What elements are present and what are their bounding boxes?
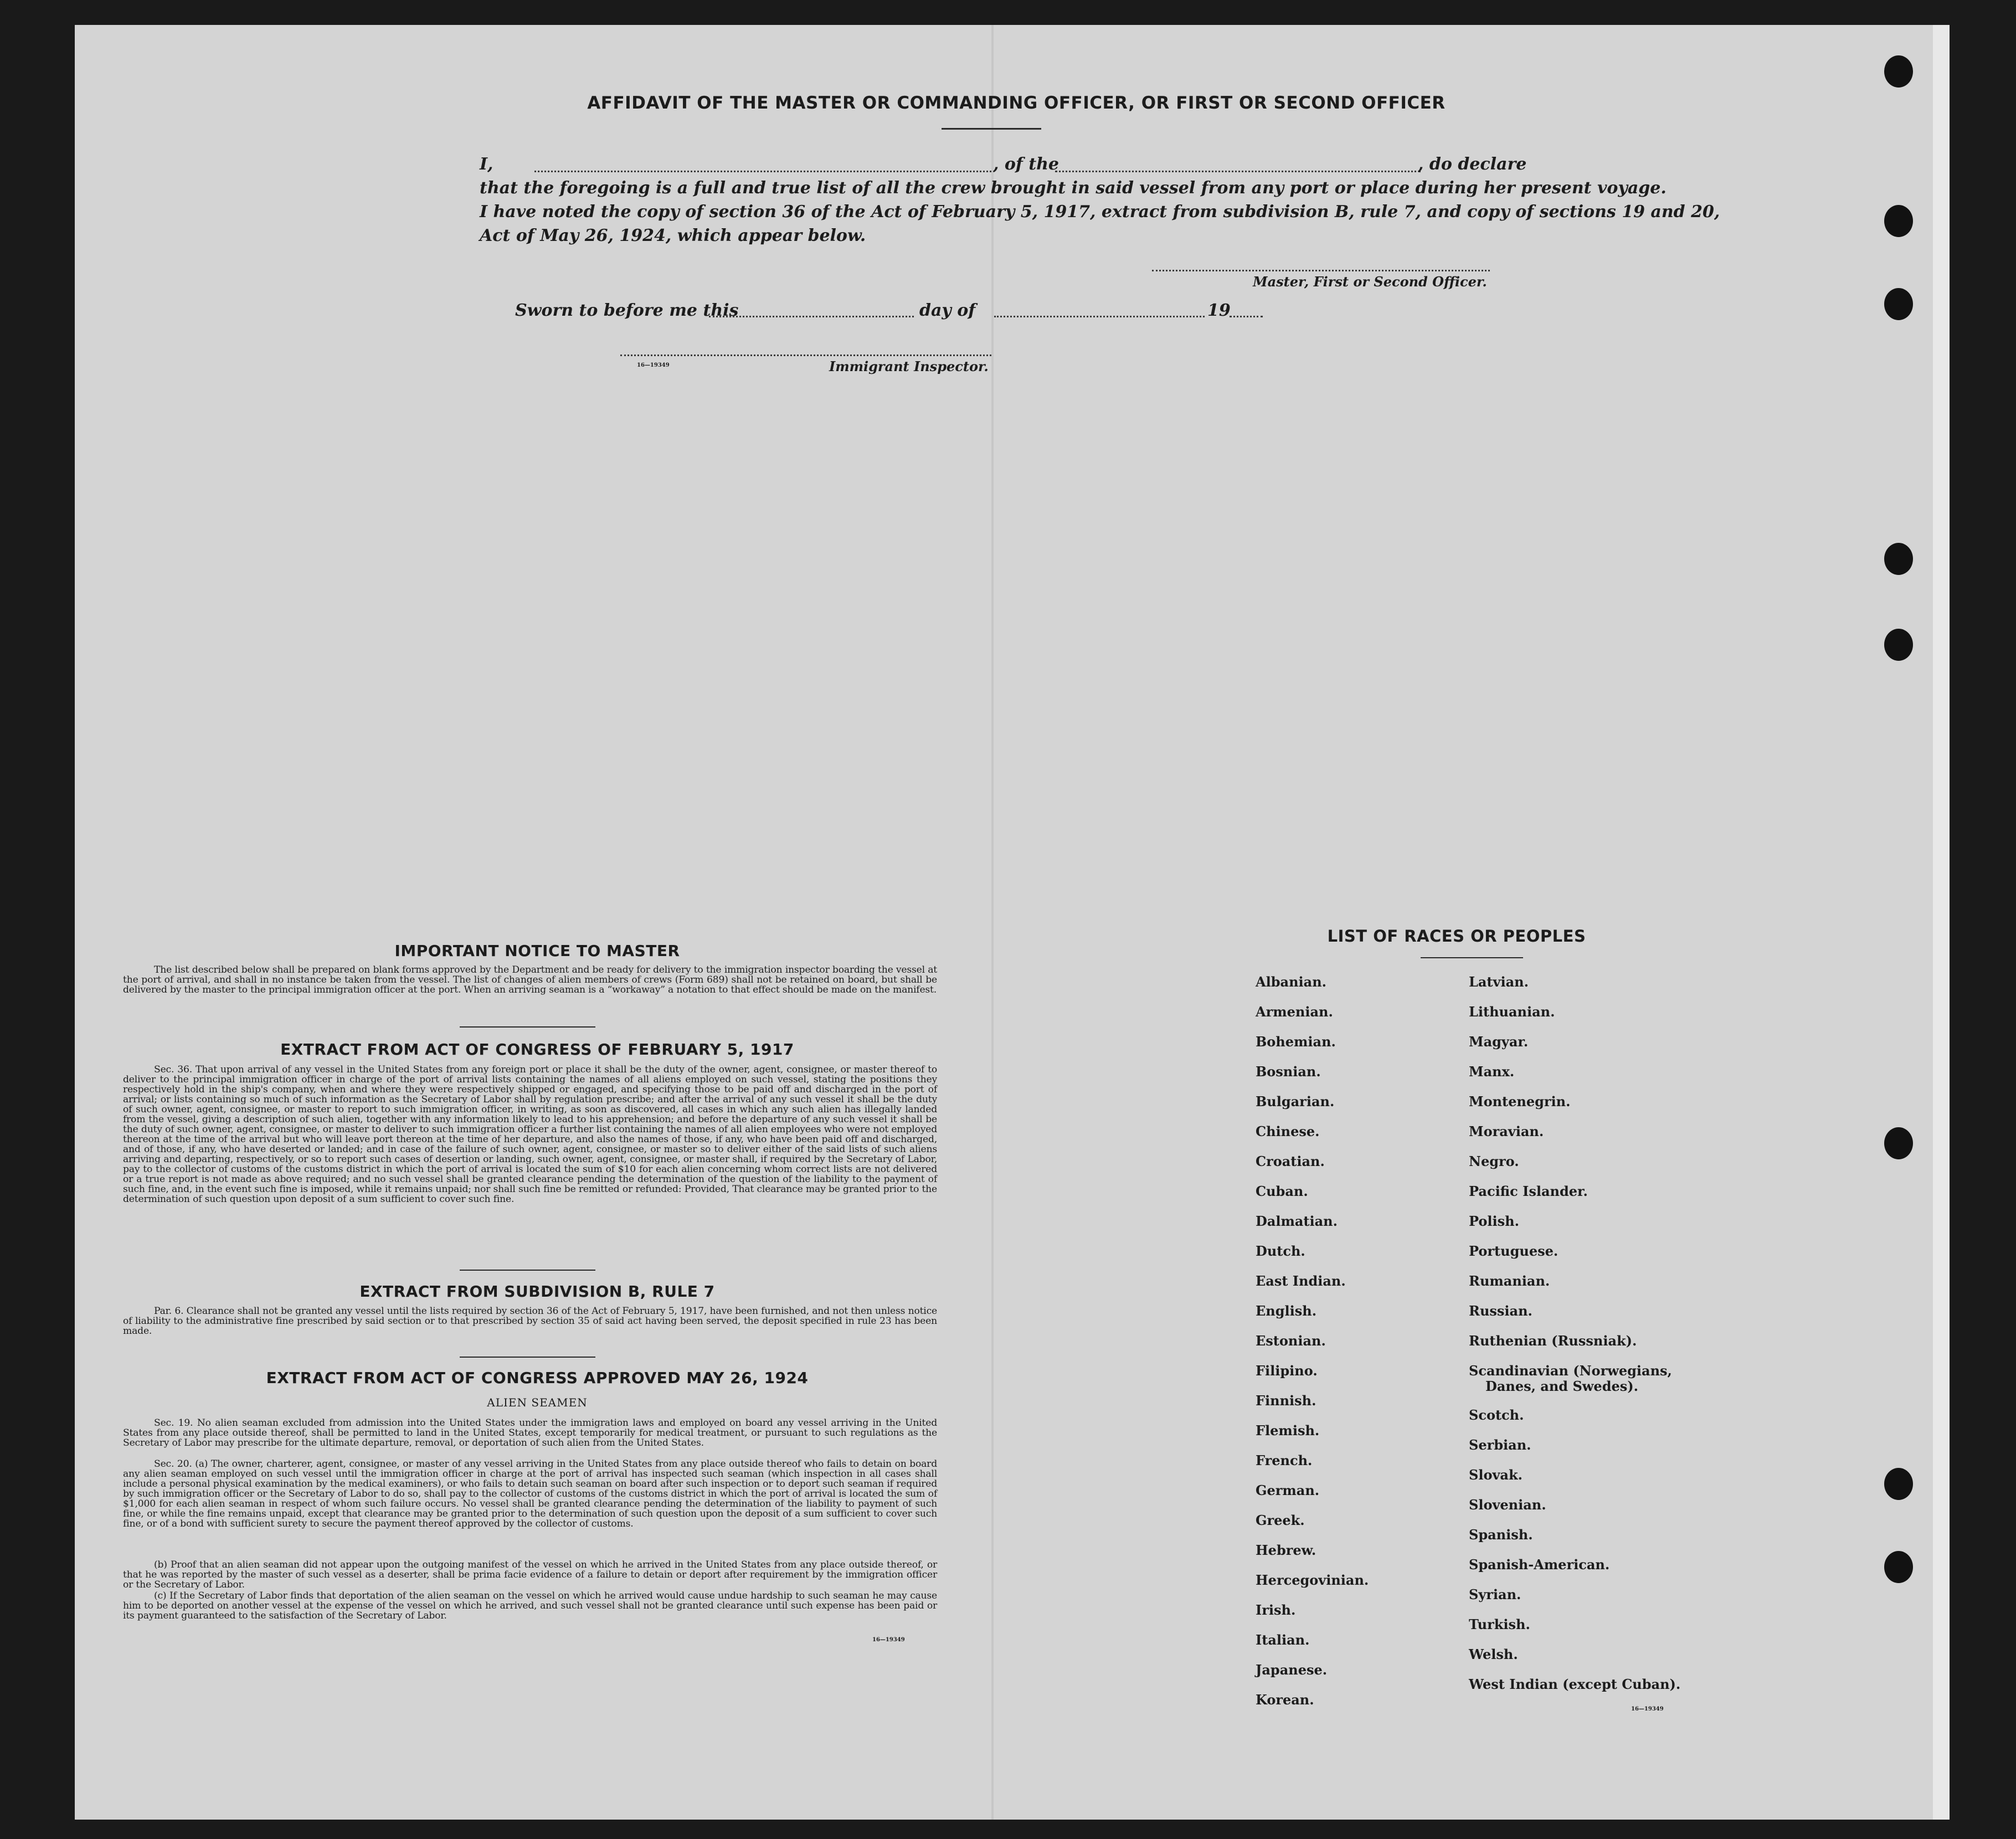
- year-prefix: 19: [1207, 301, 1231, 320]
- race-item: Slovenian.: [1469, 1497, 1546, 1513]
- race-item: Russian.: [1469, 1303, 1532, 1319]
- race-item: Dalmatian.: [1256, 1213, 1338, 1229]
- race-item: Spanish-American.: [1469, 1557, 1610, 1573]
- divider: [460, 1270, 595, 1271]
- race-item: Bosnian.: [1256, 1064, 1321, 1080]
- race-item: Italian.: [1256, 1632, 1310, 1648]
- punch-hole: [1884, 629, 1913, 661]
- race-item: Scotch.: [1469, 1407, 1524, 1423]
- races-column-2: [1469, 975, 1680, 1707]
- year-blank[interactable]: [1230, 316, 1263, 317]
- race-item: East Indian.: [1256, 1273, 1346, 1289]
- race-item: Pacific Islander.: [1469, 1183, 1588, 1199]
- sworn-month-blank[interactable]: [994, 316, 1205, 317]
- signature-label: Master, First or Second Officer.: [1253, 274, 1487, 290]
- race-item: Negro.: [1469, 1153, 1519, 1169]
- title-underline: [942, 128, 1041, 130]
- punch-hole: [1884, 1468, 1913, 1500]
- name-blank[interactable]: [534, 171, 991, 172]
- race-item: English.: [1256, 1303, 1317, 1319]
- race-item: Hebrew.: [1256, 1542, 1316, 1558]
- races-title: LIST OF RACES OR PEOPLES: [1327, 927, 1586, 946]
- race-item: Lithuanian.: [1469, 1004, 1555, 1020]
- races-column-1: [1256, 975, 1369, 1723]
- race-item: Finnish.: [1256, 1393, 1316, 1409]
- race-item: Chinese.: [1256, 1123, 1320, 1139]
- race-item: Manx.: [1469, 1064, 1515, 1080]
- inspector-label: Immigrant Inspector.: [829, 358, 989, 374]
- race-item: French.: [1256, 1452, 1313, 1468]
- declaration-line-2: that the foregoing is a full and true list of all the crew brought in said vessel from any port or place during her present voyage.: [480, 178, 1667, 198]
- punch-hole: [1884, 1127, 1913, 1159]
- punch-hole: [1884, 55, 1913, 88]
- race-item: Croatian.: [1256, 1153, 1325, 1169]
- race-item: Cuban.: [1256, 1183, 1308, 1199]
- race-item: Armenian.: [1256, 1004, 1333, 1020]
- day-of-label: day of: [919, 301, 976, 320]
- of-the-label: , of the: [993, 155, 1060, 174]
- extract-1924-title: EXTRACT FROM ACT OF CONGRESS APPROVED MAY 26, 1924: [266, 1369, 809, 1387]
- section-20c-body: (c) If the Secretary of Labor finds that deportation of the alien seaman on the vessel on which he arrived would cause undue hardship to such seaman he may cause him to be deported on another vessel at the expense of the vessel on which he arrived, and such vessel shall not be granted clearance until such expense has been paid or its payment guaranteed to the satisfaction of the Secretary of Labor.: [123, 1590, 937, 1621]
- race-item: Spanish.: [1469, 1527, 1533, 1543]
- sworn-label: Sworn to before me this: [515, 301, 739, 320]
- race-item: Rumanian.: [1469, 1273, 1550, 1289]
- form-number: 16—19349: [1631, 1706, 1664, 1712]
- form-number: 16—19349: [872, 1637, 905, 1643]
- race-item: Montenegrin.: [1469, 1093, 1571, 1109]
- race-item: Ruthenian (Russniak).: [1469, 1333, 1637, 1349]
- notice-title: IMPORTANT NOTICE TO MASTER: [394, 942, 680, 960]
- race-item: German.: [1256, 1482, 1320, 1498]
- race-item: Latvian.: [1469, 974, 1529, 990]
- race-item: Moravian.: [1469, 1123, 1544, 1139]
- notice-body: The list described below shall be prepared on blank forms approved by the Department and be ready for delivery to the immigration inspector boarding the vessel at the port of arrival, and shall in no instance be taken from the vessel. The list of changes of alien members of crews (Form 689) shall not be retained on board, but shall be delivered by the master to the principal immigration officer at the port. When an arriving seaman is a “workaway” a notation to that effect should be made on the manifest.: [123, 964, 937, 995]
- affidavit-title: AFFIDAVIT OF THE MASTER OR COMMANDING OFFICER, OR FIRST OR SECOND OFFICER: [587, 93, 1446, 113]
- i-label: I,: [480, 155, 493, 174]
- race-item: Danes, and Swedes).: [1485, 1378, 1638, 1394]
- extract-rule7-body: Par. 6. Clearance shall not be granted any vessel until the lists required by section 36 of the Act of February 5, 1917, have been furnished, and not then unless notice of liability to the administrative fine prescribed by said section or to that prescribed by section 35 of said act having been served, the deposit specified in rule 23 has been made.: [123, 1306, 937, 1337]
- race-item: Syrian.: [1469, 1586, 1521, 1602]
- declaration-line-4: Act of May 26, 1924, which appear below.: [480, 226, 866, 245]
- punch-hole: [1884, 543, 1913, 575]
- section-19-body: Sec. 19. No alien seaman excluded from admission into the United States under the immigration laws and employed on board any vessel arriving in the United States from any place outside thereof, shall be permitted to land in the United States, except temporarily for medical treatment, or pursuant to such regulations as the Secretary of Labor may prescribe for the ultimate departure, removal, or deportation of such alien from the United States.: [123, 1417, 937, 1448]
- race-item: Albanian.: [1256, 974, 1326, 990]
- extract-1917-title: EXTRACT FROM ACT OF CONGRESS OF FEBRUARY 5, 1917: [280, 1040, 794, 1059]
- race-item: Flemish.: [1256, 1422, 1320, 1439]
- race-item: Korean.: [1256, 1692, 1314, 1708]
- race-item: Welsh.: [1469, 1646, 1518, 1662]
- race-item: Greek.: [1256, 1512, 1305, 1528]
- race-item: Bohemian.: [1256, 1034, 1336, 1050]
- vessel-blank[interactable]: [1055, 171, 1421, 172]
- alien-seamen-subtitle: ALIEN SEAMEN: [487, 1396, 588, 1409]
- section-20b-body: (b) Proof that an alien seaman did not appear upon the outgoing manifest of the vessel on which he arrived in the United States from any place outside thereof, or that he was reported by the master of such vessel as a deserter, shall be prima facie evidence of a failure to detain or deport after requirement by the immigration officer or the Secretary of Labor.: [123, 1559, 937, 1590]
- race-item: Irish.: [1256, 1602, 1296, 1618]
- race-item: Japanese.: [1256, 1662, 1328, 1678]
- race-item: Magyar.: [1469, 1034, 1529, 1050]
- race-item: Polish.: [1469, 1213, 1519, 1229]
- race-item: Serbian.: [1469, 1437, 1531, 1453]
- form-number: 16—19349: [637, 362, 670, 368]
- section-20a-body: Sec. 20. (a) The owner, charterer, agent, consignee, or master of any vessel arriving in the United States from any place outside thereof who fails to detain on board any alien seaman employed on such vessel until the immigration officer in charge at the port of arrival has inspected such seaman (which inspection in all cases shall include a personal physical examination by the medical examiners), or who fails to detain such seaman on board after such inspection or to deport such seaman if required by such immigration officer or the Secretary of Labor to do so, shall pay to the collector of customs of the customs district in which the port of arrival is located the sum of $1,000 for each alien seaman in respect of whom such failure occurs. No vessel shall be granted clearance pending the determination of the liability to payment of such fine, or while the fine remains unpaid, except that clearance may be granted prior to the determination of such question upon the deposit of a sum sufficient to cover such fine, or of a bond with sufficient surety to secure the payment thereof approved by the collector of customs.: [123, 1458, 937, 1529]
- do-declare-label: , do declare: [1418, 155, 1527, 174]
- race-item: Filipino.: [1256, 1363, 1318, 1379]
- race-item: Slovak.: [1469, 1467, 1523, 1483]
- extract-1917-body: Sec. 36. That upon arrival of any vessel in the United States from any foreign port or place it shall be the duty of the owner, agent, consignee, or master thereof to deliver to the principal immigration officer in charge of the port of arrival lists containing the names of all aliens employed on such vessel, stating the positions they respectively hold in the ship's company, when and where they were respectively shipped or engaged, and specifying those to be paid off and discharged in the port of arrival; or lists containing so much of such information as the Secretary of Labor shall by regulation prescribe; and after the arrival of any such vessel it shall be the duty of such owner, agent, consignee, or master to report to such immigration officer, in writing, as soon as discovered, all cases in which any such alien has illegally landed from the vessel, giving a description of such alien, together with any information likely to lead to his apprehension; and before the departure of any such vessel it shall be the duty of such owner, agent, consignee, or master to deliver to such immigration officer a further list containing the names of all alien employees who were not employed thereon at the time of the arrival but who will leave port thereon at the time of her departure, and also the names of those, if any, who have been paid off and discharged, and of those, if any, who have deserted or landed; and in case of the failure of such owner, agent, consignee, or master so to deliver either of the said lists of such aliens arriving and departing, respectively, or so to report such cases of desertion or landing, such owner, agent, consignee, or master shall, if required by the Secretary of Labor, pay to the collector of customs of the customs district in which the port of arrival is located the sum of $10 for each alien concerning whom correct lists are not delivered or a true report is not made as above required; and no such vessel shall be granted clearance pending the determination of the question of the liability to the payment of such fine, and, in the event such fine is imposed, while it remains unpaid; nor shall such fine be remitted or refunded: Provided, That clearance may be granted prior to the determination of such question upon deposit of a sum sufficient to cover such fine.: [123, 1064, 937, 1205]
- punch-hole: [1884, 205, 1913, 237]
- extract-rule7-title: EXTRACT FROM SUBDIVISION B, RULE 7: [359, 1282, 715, 1301]
- center-fold: [991, 25, 994, 1820]
- signature-line[interactable]: [1152, 270, 1490, 271]
- race-item: Dutch.: [1256, 1243, 1305, 1259]
- page-edge: [1933, 25, 1950, 1820]
- sworn-day-blank[interactable]: [709, 316, 914, 317]
- races-title-underline: [1421, 957, 1523, 958]
- declaration-line-3: I have noted the copy of section 36 of the Act of February 5, 1917, extract from subdivision B, rule 7, and copy of sections 19 and 20,: [480, 202, 1720, 222]
- race-item: Scandinavian (Norwegians,: [1469, 1363, 1672, 1379]
- divider: [460, 1357, 595, 1358]
- punch-hole: [1884, 1551, 1913, 1583]
- race-item: Hercegovinian.: [1256, 1572, 1369, 1588]
- race-item: Portuguese.: [1469, 1243, 1559, 1259]
- divider: [460, 1026, 595, 1028]
- punch-hole: [1884, 288, 1913, 320]
- race-item: West Indian (except Cuban).: [1469, 1676, 1681, 1692]
- race-item: Bulgarian.: [1256, 1093, 1335, 1109]
- race-item: Turkish.: [1469, 1616, 1530, 1632]
- race-item: Estonian.: [1256, 1333, 1326, 1349]
- inspector-signature-line[interactable]: [620, 355, 991, 356]
